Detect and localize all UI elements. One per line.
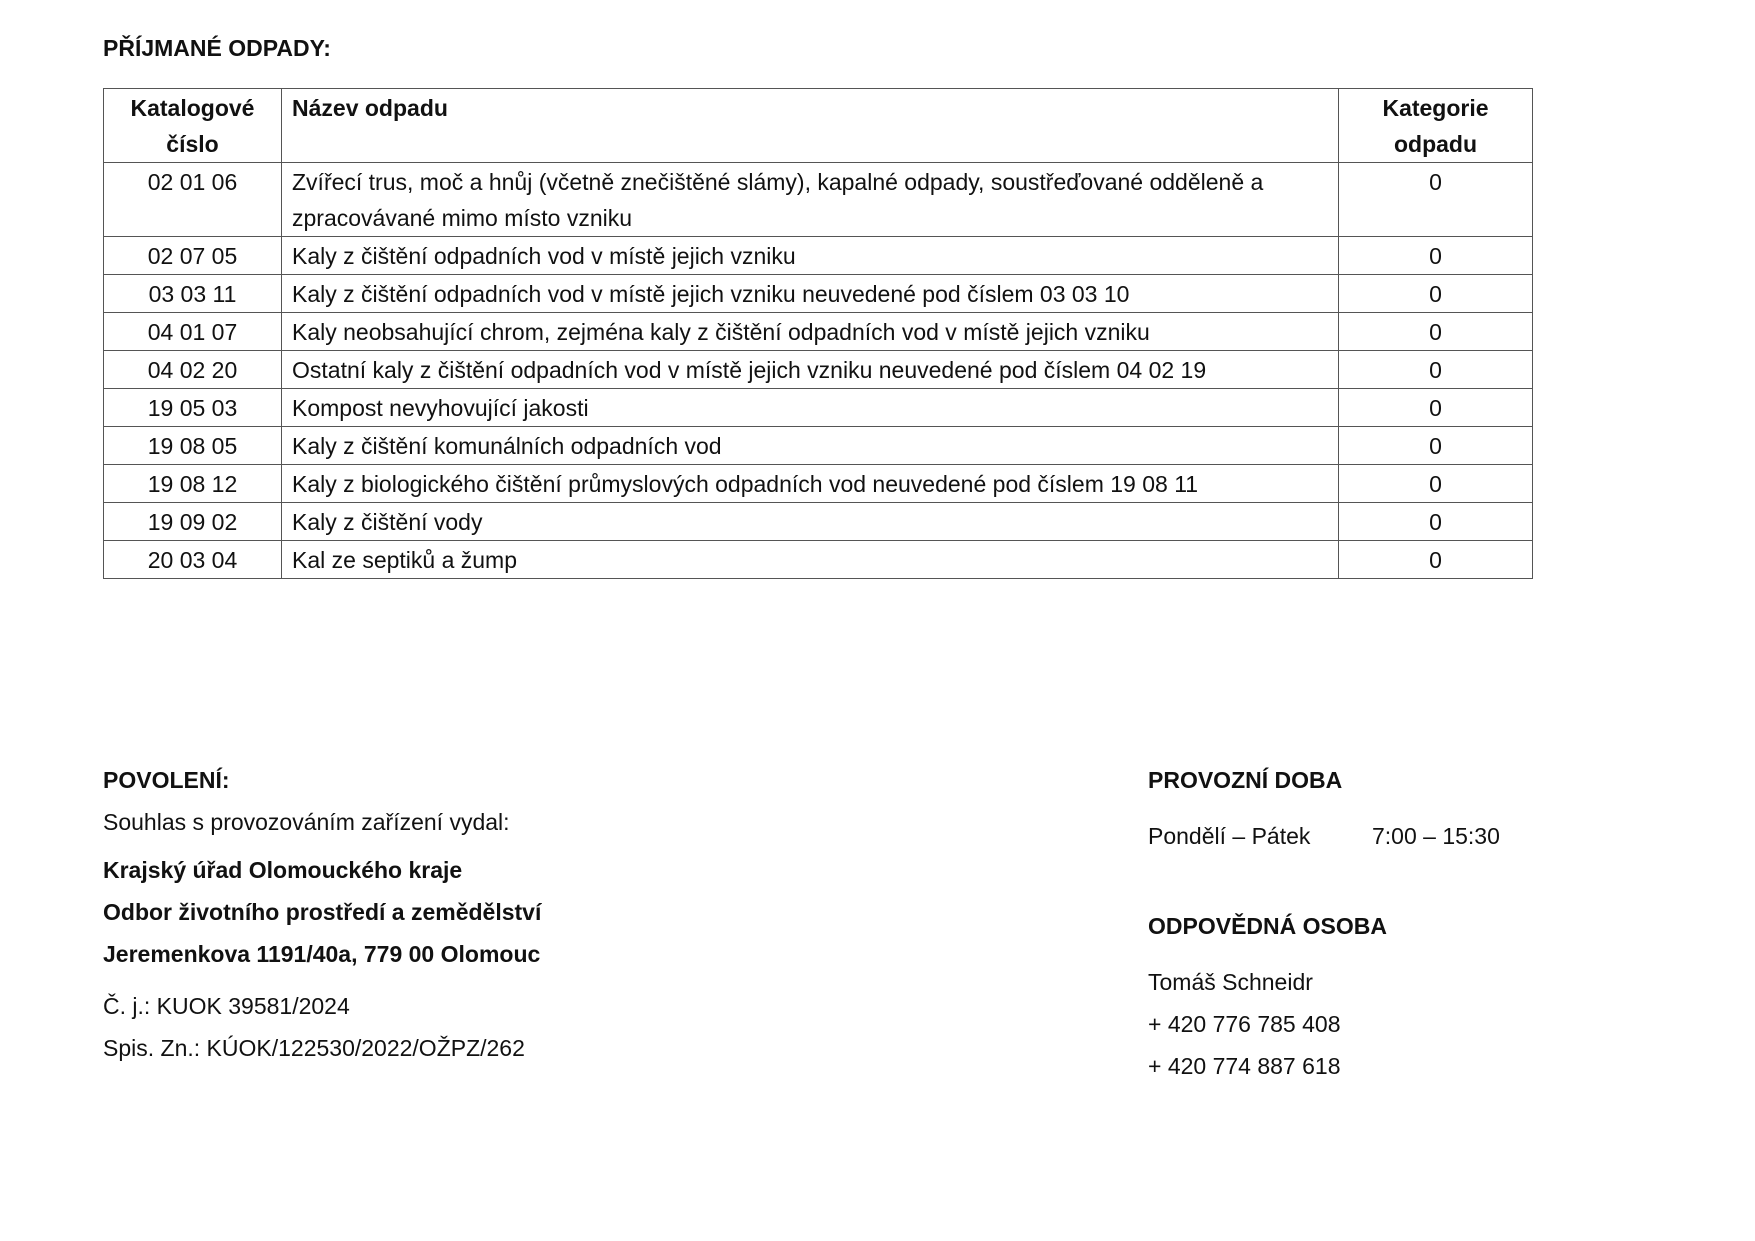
waste-code: 19 08 05 (104, 427, 282, 465)
waste-code: 02 01 06 (104, 163, 282, 237)
waste-category: 0 (1339, 163, 1533, 237)
responsible-person-section (1148, 905, 1387, 1087)
waste-name: Zvířecí trus, moč a hnůj (včetně znečištěné slámy), kapalné odpady, soustřeďované odděleně a zpracovávané mimo místo vzniku (282, 163, 1339, 237)
phone-number-1: + 420 776 785 408 (1148, 1011, 1341, 1037)
waste-name: Kaly neobsahující chrom, zejména kaly z čištění odpadních vod v místě jejich vzniku (282, 313, 1339, 351)
operating-hours-section (1148, 759, 1500, 857)
phone-number-2: + 420 774 887 618 (1148, 1053, 1341, 1079)
table-row (104, 541, 1533, 579)
waste-category: 0 (1339, 389, 1533, 427)
waste-code: 19 08 12 (104, 465, 282, 503)
waste-code: 02 07 05 (104, 237, 282, 275)
waste-name: Kal ze septiků a žump (282, 541, 1339, 579)
table-row (104, 351, 1533, 389)
waste-code: 20 03 04 (104, 541, 282, 579)
authority-address: Jeremenkova 1191/40a, 779 00 Olomouc (103, 941, 541, 967)
waste-category: 0 (1339, 427, 1533, 465)
column-header-name: Název odpadu (282, 89, 1339, 163)
reference-number: Č. j.: KUOK 39581/2024 (103, 993, 350, 1019)
waste-code: 04 02 20 (104, 351, 282, 389)
waste-category: 0 (1339, 541, 1533, 579)
table-row (104, 163, 1533, 237)
waste-category: 0 (1339, 275, 1533, 313)
file-number: Spis. Zn.: KÚOK/122530/2022/OŽPZ/262 (103, 1035, 525, 1061)
waste-category: 0 (1339, 465, 1533, 503)
table-header-row (104, 89, 1533, 163)
waste-name: Kaly z čištění odpadních vod v místě jejich vzniku neuvedené pod číslem 03 03 10 (282, 275, 1339, 313)
authority-name: Krajský úřad Olomouckého kraje (103, 857, 463, 883)
waste-name: Kaly z biologického čištění průmyslových odpadních vod neuvedené pod číslem 19 08 11 (282, 465, 1339, 503)
responsible-person-title: ODPOVĚDNÁ OSOBA (1148, 913, 1387, 939)
table-row (104, 275, 1533, 313)
operating-time: 7:00 – 15:30 (1372, 823, 1500, 849)
column-header-category: Kategorie odpadu (1339, 89, 1533, 163)
authority-department: Odbor životního prostředí a zemědělství (103, 899, 542, 925)
table-row (104, 389, 1533, 427)
waste-code: 19 05 03 (104, 389, 282, 427)
responsible-person-name: Tomáš Schneidr (1148, 969, 1313, 995)
waste-section-title: PŘÍJMANÉ ODPADY: (103, 35, 331, 61)
waste-name: Kaly z čištění odpadních vod v místě jejich vzniku (282, 237, 1339, 275)
waste-table (103, 88, 1533, 579)
waste-category: 0 (1339, 313, 1533, 351)
waste-code: 19 09 02 (104, 503, 282, 541)
table-row (104, 465, 1533, 503)
waste-name: Kompost nevyhovující jakosti (282, 389, 1339, 427)
permit-title: POVOLENÍ: (103, 767, 230, 793)
operating-hours-row (1148, 815, 1500, 857)
table-row (104, 237, 1533, 275)
operating-days: Pondělí – Pátek (1148, 823, 1311, 849)
waste-category: 0 (1339, 503, 1533, 541)
waste-code: 03 03 11 (104, 275, 282, 313)
column-header-code: Katalogové číslo (104, 89, 282, 163)
permit-section (103, 759, 541, 1069)
table-row (104, 313, 1533, 351)
waste-code: 04 01 07 (104, 313, 282, 351)
waste-category: 0 (1339, 237, 1533, 275)
waste-name: Kaly z čištění komunálních odpadních vod (282, 427, 1339, 465)
waste-category: 0 (1339, 351, 1533, 389)
table-row (104, 427, 1533, 465)
waste-name: Ostatní kaly z čištění odpadních vod v místě jejich vzniku neuvedené pod číslem 04 02 19 (282, 351, 1339, 389)
waste-name: Kaly z čištění vody (282, 503, 1339, 541)
operating-hours-title: PROVOZNÍ DOBA (1148, 767, 1343, 793)
table-row (104, 503, 1533, 541)
permit-intro: Souhlas s provozováním zařízení vydal: (103, 809, 510, 835)
